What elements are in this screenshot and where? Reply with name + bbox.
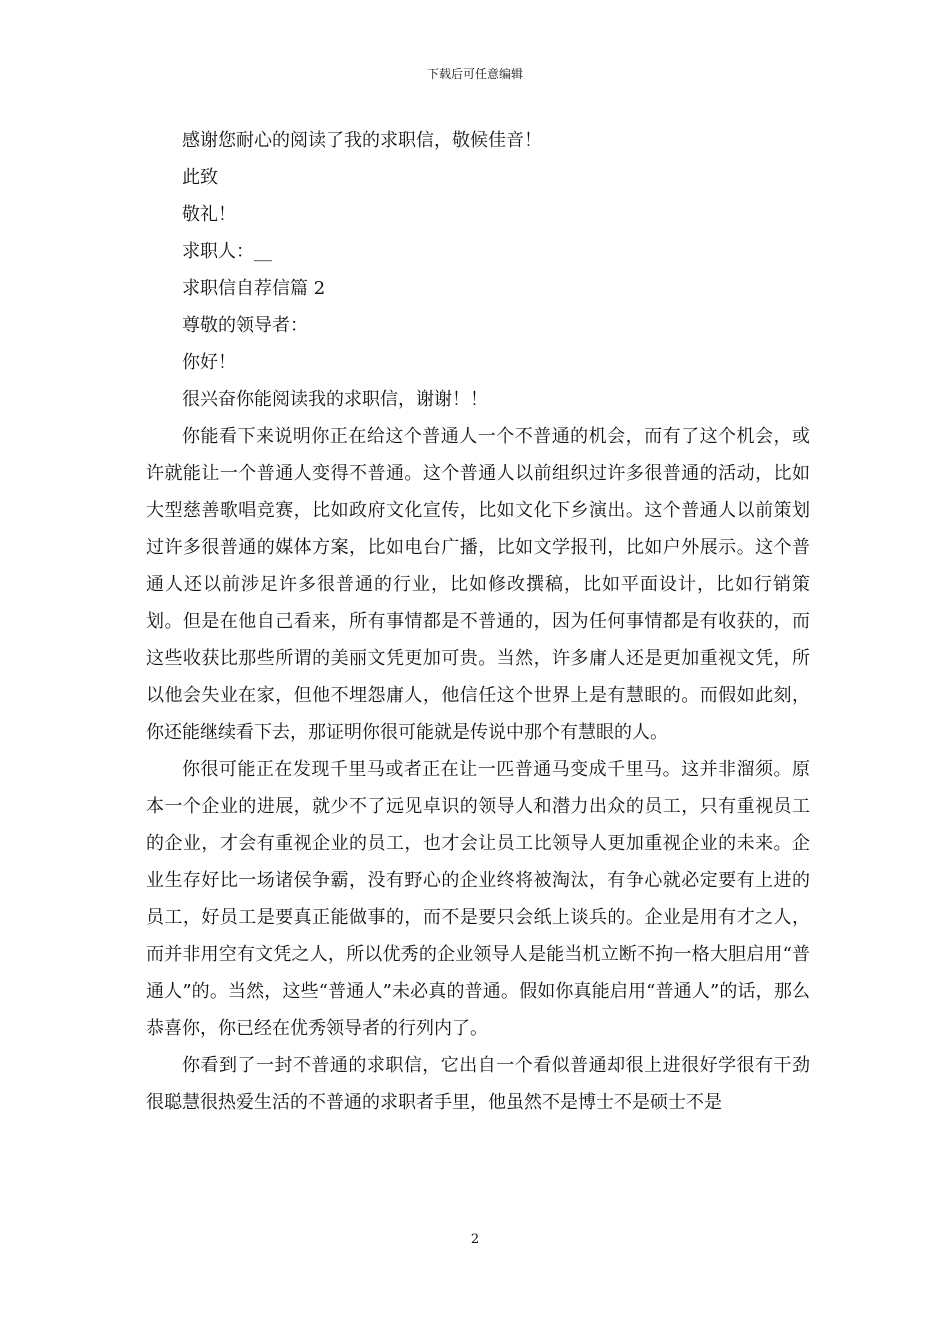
body-paragraph-3: 你看到了一封不普通的求职信，它出自一个看似普通却很上进很好学很有干劲很聪慧很热爱生活的不普通的求职者手里，他虽然不是博士不是硕士不是 (146, 1055, 810, 1113)
closing-regards: 敬礼！ (182, 204, 236, 225)
letter-opening: 很兴奋你能阅读我的求职信，谢谢！！ (182, 389, 488, 410)
letter-hello: 你好！ (182, 352, 236, 373)
section-title: 求职信自荐信篇 2 (182, 278, 326, 299)
document-body (146, 122, 810, 1121)
letter-greeting: 尊敬的领导者： (182, 315, 308, 336)
body-paragraph-1: 你能看下来说明你正在给这个普通人一个不普通的机会，而有了这个机会，或许就能让一个普通人变得不普通。这个普通人以前组织过许多很普通的活动，比如大型慈善歌唱竞赛，比如政府文化宣传，比如文化下乡演出。这个普通人以前策划过许多很普通的媒体方案，比如电台广播，比如文学报刊，比如户外展示。这个普通人还以前涉足许多很普通的行业，比如修改撰稿，比如平面设计，比如行销策划。但是在他自己看来，所有事情都是不普通的，因为任何事情都是有收获的，而这些收获比那些所谓的美丽文凭更加可贵。当然，许多庸人还是更加重视文凭，所以他会失业在家，但他不埋怨庸人，他信任这个世界上是有慧眼的。而假如此刻，你还能继续看下去，那证明你很可能就是传说中那个有慧眼的人。 (146, 426, 810, 743)
closing-thanks-line: 感谢您耐心的阅读了我的求职信，敬候佳音！ (182, 130, 542, 151)
page-header: 下载后可任意编辑 (426, 67, 523, 81)
body-paragraph-2: 你很可能正在发现千里马或者正在让一匹普通马变成千里马。这并非溜须。原本一个企业的进展，就少不了远见卓识的领导人和潜力出众的员工，只有重视员工的企业，才会有重视企业的员工，也才会让员工比领导人更加重视企业的未来。企业生存好比一场诸侯争霸，没有野心的企业终将被淘汰，有争心就必定要有上进的员工，好员工是要真正能做事的，而不是要只会纸上谈兵的。企业是用有才之人，而并非用空有文凭之人，所以优秀的企业领导人是能当机立断不拘一格大胆启用“普通人”的。当然，这些“普通人”未必真的普通。假如你真能启用“普通人”的话，那么恭喜你，你已经在优秀领导者的行列内了。 (146, 759, 810, 1039)
closing-salutation: 此致 (182, 167, 218, 188)
applicant-signature-line: 求职人：__ (182, 241, 272, 262)
page-number: 2 (470, 1232, 480, 1247)
